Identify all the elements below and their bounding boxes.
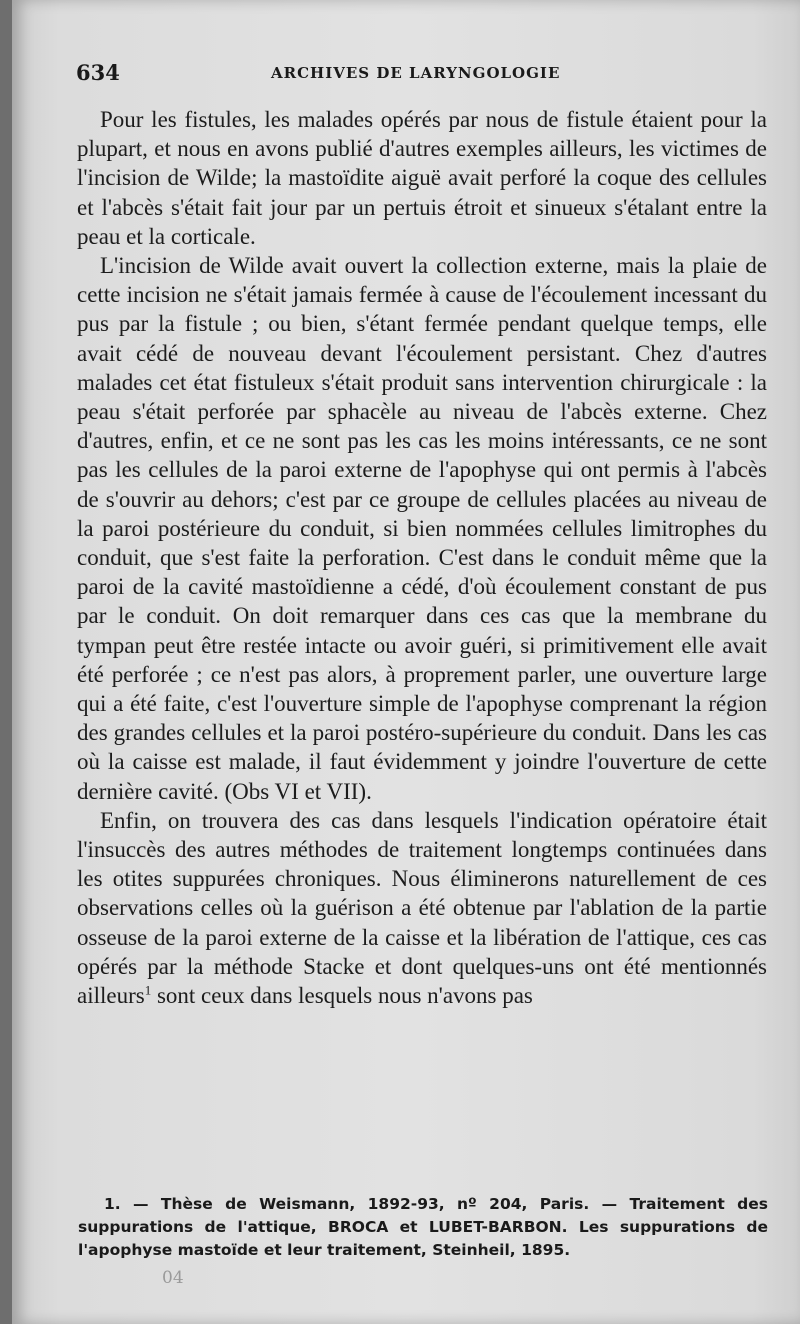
paragraph-enfin xyxy=(77,806,767,1010)
paragraph-enfin-text: Enfin, on trouvera des cas dans lesquels l'indication opératoire était l'insuccès des autres méthodes de traitement longtemps continuées dans les otites suppurées chroniques. Nous éliminerons naturellement de ces observations celles où la guérison a été obtenue par l'ablation de la partie osseuse de la paroi externe de la caisse et la libération de l'attique, ces cas opérés par la méthode Stacke et dont quelques-uns ont été mentionnés ailleurs xyxy=(77,807,767,1009)
paragraph-incision-wilde: L'incision de Wilde avait ouvert la collection externe, mais la plaie de cette incision ne s'était jamais fermée à cause de l'écoulement incessant du pus par la fistule ; ou bien, s'étant fermée pendant quelque temps, elle avait cédé de nouveau devant l'écoulement persistant. Chez d'autres malades cet état fistuleux s'était produit sans intervention chirurgicale : la peau s'était perforée par sphacèle au niveau de l'abcès externe. Chez d'autres, enfin, et ce ne sont pas les cas les moins intéressants, ce ne sont pas les cellules de la paroi externe de l'apophyse qui ont permis à l'abcès de s'ouvrir au dehors; c'est par ce groupe de cellules placées au niveau de la paroi postérieure du conduit, si bien nommées cellules limitrophes du conduit, que s'est faite la perforation. C'est dans le conduit même que la paroi de la cavité mastoïdienne a cédé, d'où écoulement constant de pus par le conduit. On doit remarquer dans ces cas que la membrane du tympan peut être restée intacte ou avoir guéri, si primitivement elle avait été perforée ; ce n'est pas alors, à proprement parler, une ouverture large qui a été faite, c'est l'ouverture simple de l'apophyse comprenant la région des grandes cellules et la paroi postéro-supérieure du conduit. Dans les cas où la caisse est malade, il faut évidemment y joindre l'ouverture de cette dernière cavité. (Obs VI et VII). xyxy=(77,253,767,804)
paragraph-fistules: Pour les fistules, les malades opérés par nous de fistule étaient pour la plupart, et nous en avons publié d'autres exemples ailleurs, les victimes de l'incision de Wilde; la mastoïdite aiguë avait perforé la coque des cellules et l'abcès s'était fait jour par un pertuis étroit et sinueux s'étalant entre la peau et la corticale. xyxy=(77,107,767,249)
body-text xyxy=(77,105,767,1010)
footnotes xyxy=(78,1193,768,1262)
book-page xyxy=(12,0,800,1324)
page-number: 634 xyxy=(76,60,120,85)
paragraph-enfin-tail: sont ceux dans lesquels nous n'avons pas xyxy=(151,983,533,1009)
running-title: ARCHIVES DE LARYNGOLOGIE xyxy=(271,64,561,82)
footnote-1: 1. — Thèse de Weismann, 1892-93, nº 204, Paris. — Traitement des suppurations de l'attique, BROCA et LUBET-BARBON. Les suppurations de l'apophyse mastoïde et leur traitement, Steinheil, 1895. xyxy=(78,1195,768,1259)
signature-mark: 04 xyxy=(162,1268,184,1288)
footnote-reference: 1 xyxy=(144,982,152,998)
